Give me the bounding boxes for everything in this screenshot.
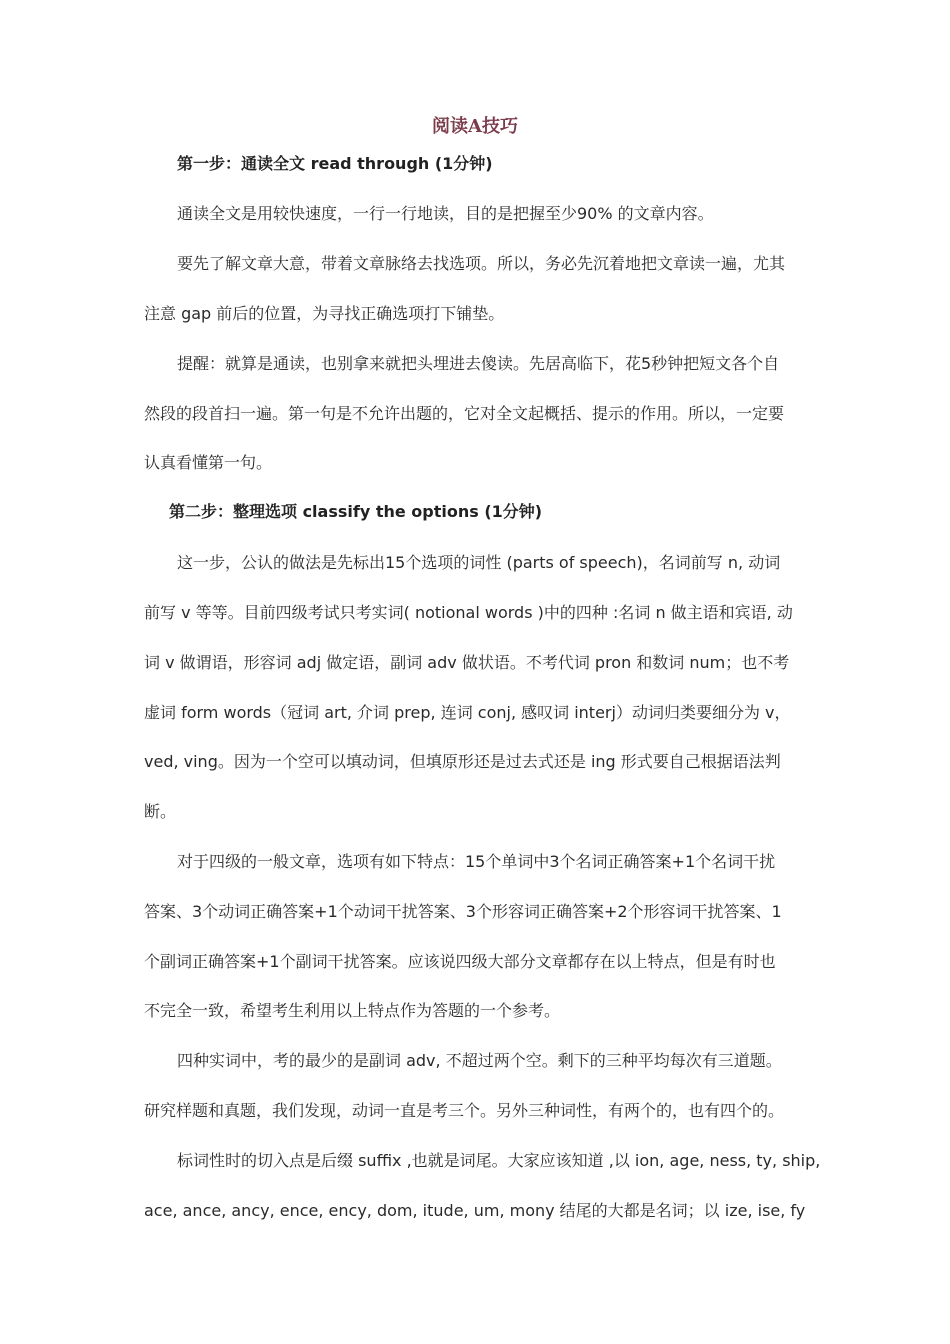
step-two-heading: 第二步：整理选项 classify the options (1分钟): [169, 502, 543, 521]
paragraph-line: 前写 v 等等。目前四级考试只考实词( notional words )中的四种 :名词 n 做主语和宾语, 动: [144, 603, 793, 622]
paragraph-line: ace, ance, ancy, ence, ency, dom, itude, um, mony 结尾的大都是名词；以 ize, ise, fy: [144, 1201, 806, 1220]
document-title: 阅读A技巧: [432, 116, 518, 137]
paragraph-line: 四种实词中，考的最少的是副词 adv, 不超过两个空。剩下的三种平均每次有三道题。: [177, 1051, 782, 1070]
paragraph-line: 不完全一致，希望考生利用以上特点作为答题的一个参考。: [144, 1001, 561, 1020]
paragraph-line: 个副词正确答案+1个副词干扰答案。应该说四级大部分文章都存在以上特点，但是有时也: [144, 952, 776, 971]
paragraph-line: 答案、3个动词正确答案+1个动词干扰答案、3个形容词正确答案+2个形容词干扰答案、1: [144, 902, 782, 921]
paragraph-line: 研究样题和真题，我们发现，动词一直是考三个。另外三种词性，有两个的，也有四个的。: [144, 1101, 785, 1120]
paragraph-line: 提醒：就算是通读，也别拿来就把头埋进去傻读。先居高临下，花5秒钟把短文各个自: [177, 354, 780, 373]
paragraph-line: 然段的段首扫一遍。第一句是不允许出题的，它对全文起概括、提示的作用。所以，一定要: [144, 404, 785, 423]
paragraph-line: 对于四级的一般文章，选项有如下特点：15个单词中3个名词正确答案+1个名词干扰: [177, 852, 776, 871]
paragraph-line: 要先了解文章大意，带着文章脉络去找选项。所以，务必先沉着地把文章读一遍，尤其: [177, 254, 786, 273]
paragraph-line: ved, ving。因为一个空可以填动词，但填原形还是过去式还是 ing 形式要自己根据语法判: [144, 752, 781, 771]
paragraph-line: 标词性时的切入点是后缀 suffix ,也就是词尾。大家应该知道 ,以 ion, age, ness, ty, ship,: [177, 1151, 821, 1170]
paragraph-line: 注意 gap 前后的位置，为寻找正确选项打下铺垫。: [144, 304, 505, 323]
step-one-heading: 第一步：通读全文 read through (1分钟): [177, 154, 493, 173]
paragraph-line: 断。: [144, 802, 177, 821]
paragraph-line: 通读全文是用较快速度，一行一行地读，目的是把握至少90% 的文章内容。: [177, 204, 714, 223]
paragraph-line: 虚词 form words（冠词 art, 介词 prep, 连词 conj, 感叹词 interj）动词归类要细分为 v，: [144, 703, 791, 722]
paragraph-line: 这一步，公认的做法是先标出15个选项的词性 (parts of speech)，名词前写 n, 动词: [177, 553, 781, 572]
paragraph-line: 认真看懂第一句。: [144, 453, 273, 472]
paragraph-line: 词 v 做谓语，形容词 adj 做定语，副词 adv 做状语。不考代词 pron 和数词 num；也不考: [144, 653, 790, 672]
